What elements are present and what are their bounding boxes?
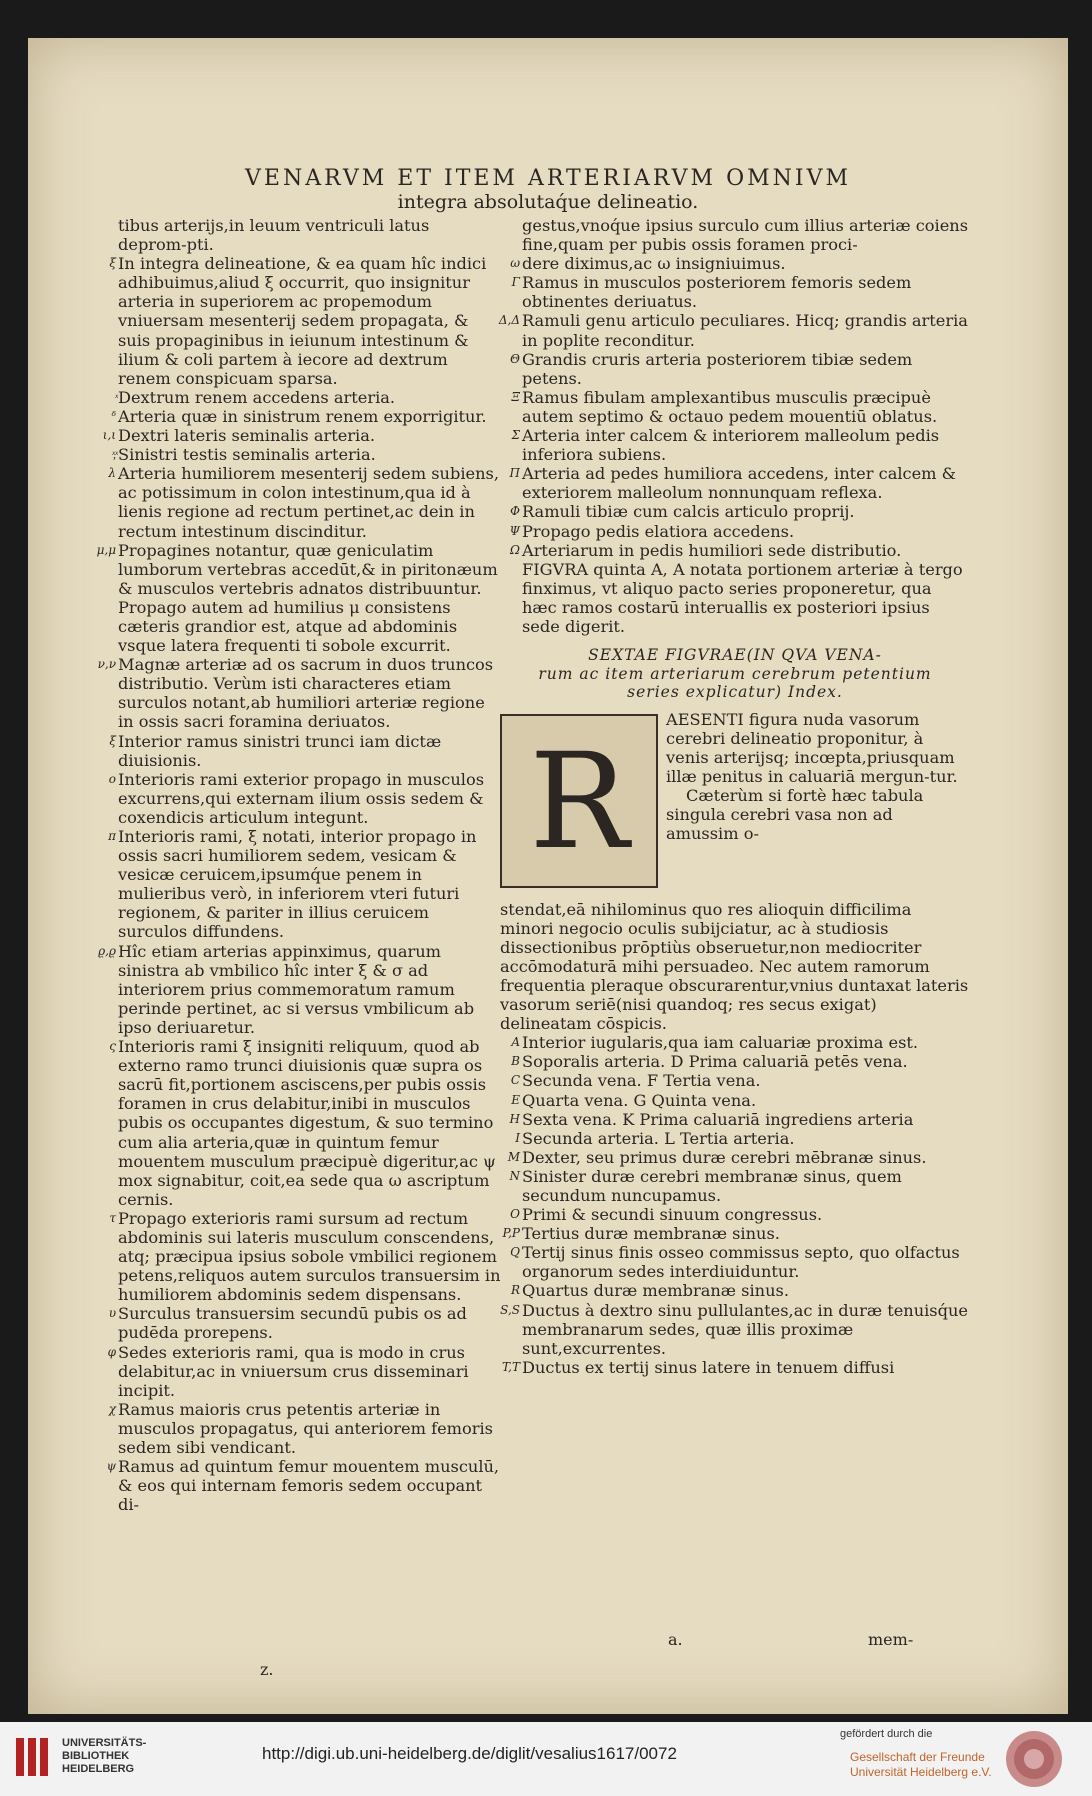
- entry-text: Secunda vena. F Tertia vena.: [522, 1071, 761, 1091]
- sponsor-name: Gesellschaft der Freunde Universität Heidelberg e.V.: [850, 1750, 992, 1779]
- entry-text: Ductus à dextro sinu pullulantes,ac in duræ tenuisq́ue membranarum sedes, quæ illis proximæ sunt,excurrentes.: [522, 1300, 968, 1358]
- index-entry: [96, 1400, 502, 1457]
- entry-marker: Γ: [511, 275, 520, 290]
- index-entry: [500, 1052, 970, 1071]
- entry-text: Ramus fibulam amplexantibus musculis præcipuè autem septimo & octauo pedem mouentiū oblatus.: [522, 387, 938, 426]
- entry-text: tibus arterijs,in leuum ventriculi latus deprom-pti.: [118, 216, 430, 255]
- entry-marker: ξ: [109, 733, 116, 748]
- entry-text: Secunda arteria. L Tertia arteria.: [522, 1128, 795, 1148]
- index-entry: [500, 350, 970, 388]
- entry-marker: Θ: [510, 351, 520, 366]
- index-entry: [500, 216, 970, 254]
- entry-text: Soporalis arteria. D Prima caluariā petēs vena.: [522, 1052, 908, 1072]
- entry-text: Sinister duræ cerebri membranæ sinus, quem secundum nuncupamus.: [522, 1166, 902, 1205]
- index-entry: [96, 426, 502, 445]
- entry-text: Interior ramus sinistri trunci iam dictæ diuisionis.: [118, 731, 442, 770]
- entry-text: Interioris rami exterior propago in musculos excurrens,qui externam ilium ossis sedem & coxendicis articulum integunt.: [118, 769, 484, 827]
- header-subtitle: integra absolutaq́ue delineatio.: [397, 191, 699, 213]
- entry-text: Quarta vena. G Quinta vena.: [522, 1090, 757, 1110]
- left-column: [96, 216, 502, 1514]
- entry-marker: P,P: [502, 1226, 520, 1241]
- catchword: mem-: [868, 1630, 914, 1649]
- index-entry: [96, 1209, 502, 1304]
- index-entry: [96, 1304, 502, 1342]
- index-entry: [96, 942, 502, 1037]
- entry-text: Dextrum renem accedens arteria.: [118, 387, 396, 407]
- index-entry: [500, 388, 970, 426]
- entry-marker: ν,ν: [97, 657, 116, 672]
- index-entry: [500, 1224, 970, 1243]
- index-entry: [500, 1205, 970, 1224]
- index-entry: [96, 541, 502, 656]
- index-entry: [96, 827, 502, 942]
- entry-text: Quartus duræ membranæ sinus.: [522, 1281, 789, 1301]
- entry-text: Interioris rami ξ insigniti reliquum, quod ab externo ramo trunci diuisionis quæ supra os sacrū fit,portionem asciscens,per pubis ossis foramen in crus delabitur,inibi in musculos pubis os occupantes digestum, & suo termino cum alia arteria,quæ in quintum femur mouentem musculum præcipuè digeritur,ac ψ mox signabitur, coit,ea sede qua ω ascriptum cernis.: [118, 1037, 496, 1209]
- entry-text: Propagines notantur, quæ geniculatim lumborum vertebras accedūt,& in piritonæum & musculos vertebris adnatos distribuuntur. Propago autem ad humilius μ consistens cæteris grandior est, atque ad abdominis vsque latera frequenti ti sobole excurrit.: [118, 540, 498, 656]
- index-entry: [500, 1091, 970, 1110]
- index-entry: [96, 464, 502, 540]
- entry-text: Arteriarum in pedis humiliori sede distributio.: [522, 540, 902, 560]
- entry-marker: O: [510, 1207, 520, 1222]
- entry-marker: Σ: [511, 428, 520, 443]
- entry-marker: H: [509, 1111, 520, 1126]
- entry-text: Hîc etiam arterias appinximus, quarum sinistra ab vmbilico hîc inter ξ & σ ad interiorem prius commemoratum ramum perinde pertinet, ac si versus vmbilicum ab ipso deriuaretur.: [118, 941, 475, 1037]
- index-entry: [96, 770, 502, 827]
- index-entry: [96, 407, 502, 426]
- intro-line-2: Cæterùm si fortè hæc tabula singula cerebri vasa non ad amussim o-: [666, 785, 924, 844]
- section-title: SEXTAE FIGVRAE(IN QVA VENA- rum ac item arteriarum cerebrum petentium series explicatur) Index.: [538, 646, 932, 702]
- library-name: UNIVERSITÄTS- BIBLIOTHEK HEIDELBERG: [62, 1737, 147, 1775]
- entry-text: Interioris rami, ξ notati, interior propago in ossis sacri humiliorem sedem, vesicam & vesicæ ceruicem,ipsumq́ue penem in mulieribus verò, in inferiorem vteri futuri regionem, & pariter in illius ceruicem surculos diffundens.: [118, 827, 477, 942]
- entry-text: Ductus ex tertij sinus latere in tenuem diffusi: [522, 1357, 895, 1377]
- index-entry: [500, 1243, 970, 1281]
- index-entry: [500, 1358, 970, 1377]
- entry-text: Grandis cruris arteria posteriorem tibiæ sedem petens.: [522, 349, 913, 388]
- entry-text: Ramus in musculos posteriorem femoris sedem obtinentes deriuatus.: [522, 273, 912, 312]
- entry-marker: ι,ι: [102, 428, 116, 443]
- library-logo-icon: [14, 1734, 54, 1780]
- scanned-page: [28, 38, 1068, 1714]
- index-entry: [500, 273, 970, 311]
- index-entry: [500, 426, 970, 464]
- entry-text: Interior iugularis,qua iam caluariæ proxima est.: [522, 1033, 919, 1053]
- entry-marker: Φ: [510, 504, 520, 519]
- entry-marker: M: [507, 1149, 520, 1164]
- entry-text: FIGVRA quinta A, A notata portionem arteriæ à tergo finximus, vt aliquo pacto series proponeretur, qua hæc ramos costarū interuallis ex posteriori ipsius sede digerit.: [522, 559, 963, 636]
- entry-marker: χ: [108, 1401, 116, 1416]
- entry-marker: ω: [510, 256, 520, 271]
- entry-text: Propago pedis elatiora accedens.: [522, 521, 795, 541]
- index-entry: [96, 1343, 502, 1400]
- signature-right: a.: [668, 1630, 683, 1649]
- index-entry: [96, 655, 502, 731]
- entry-marker: φ: [107, 1344, 116, 1359]
- entry-marker: Ω: [510, 542, 520, 557]
- page-url-link[interactable]: http://digi.ub.uni-heidelberg.de/diglit/vesalius1617/0072: [262, 1744, 677, 1763]
- entry-marker: Π: [509, 466, 520, 481]
- entry-marker: Δ,Δ: [498, 313, 520, 328]
- entry-marker: λ: [108, 466, 116, 481]
- index-entry: [500, 522, 970, 541]
- index-entry: [500, 311, 970, 349]
- entry-marker: A: [511, 1035, 520, 1050]
- entry-text: Propago exterioris rami sursum ad rectum abdominis sui lateris musculum conscendens, atq; præcipua ipsius sobole vmbilici regionem petens,reliquos autem surculos transuersim in humiliorem abdominis sedem dispensans.: [118, 1208, 501, 1305]
- entry-text: gestus,vnoq́ue ipsius surculo cum illius arteriæ coiens fine,quam per pubis ossis foramen proci-: [522, 216, 969, 255]
- index-entry: [96, 388, 502, 407]
- entry-marker: R: [510, 1283, 520, 1298]
- entry-marker: B: [511, 1054, 520, 1069]
- entry-text: Magnæ arteriæ ad os sacrum in duos truncos distributio. Verùm isti characteres etiam surculos notant,ab humiliori arteriæ regione in ossis sacri foramina deriuatos.: [118, 655, 494, 732]
- entry-text: Arteria inter calcem & interiorem malleolum pedis inferiora subiens.: [522, 426, 940, 465]
- index-entry: [500, 1301, 970, 1358]
- index-entry: [500, 502, 970, 521]
- entry-marker: T,T: [501, 1359, 520, 1374]
- index-entry: [500, 541, 970, 560]
- entry-marker: C: [510, 1073, 520, 1088]
- intro-line-1: AESENTI figura nuda vasorum cerebri delineatio proponitur, à venis arterijsq; incœpta,priusquam illæ penitus in caluariā mergun-tur.: [666, 709, 958, 786]
- index-entry: [500, 560, 970, 636]
- right-column: [500, 216, 970, 1377]
- intro-rest: stendat,eā nihilominus quo res alioquin difficilima minori negocio oculis subijciatur, ac à studiosis dissectionibus prōptiùs obseruetur,non mediocriter accōmodaturā mihi persuadeo. Nec autem ramorum frequentia pleraque obscurarentur,vnius duntaxat lateris vasorum seriē(nisi quandoq; res secus exigat) delineatam cōspicis.: [500, 899, 969, 1034]
- entry-marker: Ψ: [509, 523, 520, 538]
- entry-marker: ς: [109, 1039, 116, 1054]
- university-seal-icon: [1004, 1728, 1064, 1790]
- entry-marker: υ: [108, 1306, 116, 1321]
- entry-marker: Q: [510, 1245, 520, 1260]
- entry-marker: I: [515, 1130, 520, 1145]
- index-entry: [96, 445, 502, 464]
- index-entry: [96, 216, 502, 254]
- header-title: VENARVM ET ITEM ARTERIARVM OMNIVM: [245, 166, 851, 191]
- index-entry: [500, 1110, 970, 1129]
- entry-marker: E: [511, 1092, 520, 1107]
- index-entry: [96, 254, 502, 388]
- entry-marker: N: [509, 1168, 520, 1183]
- entry-marker: [82, 388, 116, 407]
- entry-text: Arteria ad pedes humiliora accedens, inter calcem & exteriorem malleolum nonnunquam reflexa.: [522, 464, 957, 503]
- entry-marker: ψ: [106, 1459, 116, 1474]
- page-header: [28, 166, 1068, 213]
- entry-text: Sexta vena. K Prima caluariā ingrediens arteria: [522, 1109, 914, 1129]
- entry-text: Ramus maioris crus petentis arteriæ in musculos propagatus, qui anteriorem femoris sedem sibi vendicant.: [118, 1399, 493, 1457]
- entry-marker: ᵟ: [111, 408, 116, 423]
- entry-text: Arteria humiliorem mesenterij sedem subiens, ac potissimum in colon intestinum,qua id à lienis regione ad rectum pertinet,ac dein in rectum intestinum discinditur.: [118, 464, 499, 541]
- index-entry: [500, 1071, 970, 1090]
- index-entry: [500, 1033, 970, 1052]
- entry-marker: μ,μ: [96, 542, 116, 557]
- entry-text: Arteria quæ in sinistrum renem exporrigitur.: [118, 406, 487, 426]
- index-entry: [500, 254, 970, 273]
- index-entry: [500, 464, 970, 502]
- index-entry: [96, 1037, 502, 1209]
- decorated-initial: R: [500, 714, 658, 888]
- entry-marker: ͯ,ͯ: [113, 447, 116, 462]
- entry-marker: ο: [108, 771, 116, 786]
- entry-text: Ramuli genu articulo peculiares. Hicq; grandis arteria in poplite reconditur.: [522, 311, 968, 350]
- entry-text: Ramus ad quintum femur mouentem musculū, & eos qui internam femoris sedem occupant di-: [118, 1457, 500, 1515]
- index-entry: [500, 1129, 970, 1148]
- entry-text: Tertius duræ membranæ sinus.: [522, 1224, 780, 1244]
- entry-marker: τ: [109, 1210, 116, 1225]
- entry-text: Surculus transuersim secundū pubis os ad pudēda prorepens.: [118, 1304, 467, 1343]
- entry-text: Dexter, seu primus duræ cerebri mēbranæ sinus.: [522, 1147, 927, 1167]
- entry-text: In integra delineatione, & ea quam hîc indici adhibuimus,aliud ξ occurrit, quo insignitur arteria in superiorem ac propemodum vniuersam mesenterij sedem propagata, & suis propaginibus in ieiunum intestinum & ilium & coli partem à iecore ad dextrum renem conspicuam sparsa.: [118, 254, 487, 388]
- entry-marker: ϱ,ϱ: [98, 943, 116, 958]
- entry-text: Ramuli tibiæ cum calcis articulo proprij.: [522, 502, 855, 522]
- signature-left: z.: [260, 1660, 274, 1679]
- entry-text: dere diximus,ac ω insigniuimus.: [522, 254, 786, 274]
- entry-marker: ξ: [109, 256, 116, 271]
- entry-marker: S,S: [500, 1302, 520, 1317]
- entry-text: Dextri lateris seminalis arteria.: [118, 426, 376, 446]
- entry-text: Primi & secundi sinuum congressus.: [522, 1205, 823, 1225]
- sponsor-label: gefördert durch die: [840, 1728, 933, 1740]
- entry-text: Tertij sinus finis osseo commissus septo, quo olfactus organorum sedes interdiuiduntur.: [522, 1243, 960, 1282]
- index-entry: [96, 732, 502, 770]
- entry-marker: Ξ: [511, 389, 520, 404]
- entry-text: Sinistri testis seminalis arteria.: [118, 445, 376, 465]
- index-entry: [500, 1167, 970, 1205]
- entry-text: Sedes exterioris rami, qua is modo in crus delabitur,ac in vniuersum crus disseminari incipit.: [118, 1342, 469, 1400]
- entry-marker: π: [108, 829, 116, 843]
- index-entry: [500, 1148, 970, 1167]
- index-entry: [96, 1457, 502, 1514]
- index-entry: [500, 1281, 970, 1300]
- intro-block: [500, 710, 970, 900]
- footer-bar: [0, 1722, 1092, 1796]
